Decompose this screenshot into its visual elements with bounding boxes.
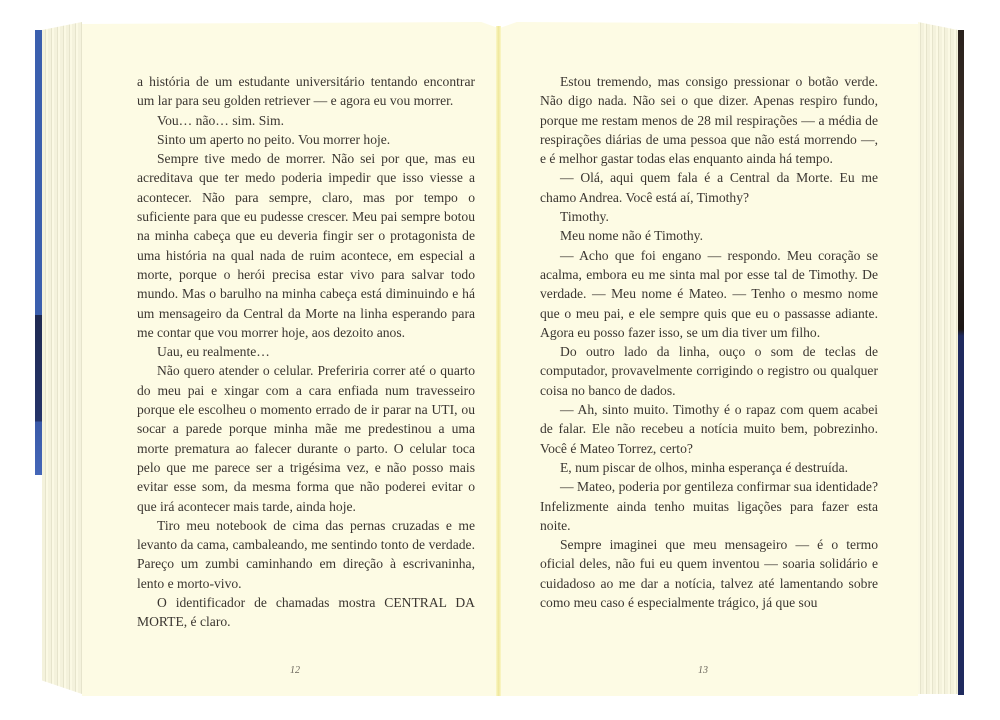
paragraph: Não quero atender o celular. Preferiria correr até o quarto do meu pai e xingar com a cara enfiada num travesseiro porque ele escolheu o momento errado de ir parar na UTI, ou socar a parede porque minha mãe me predestinou a uma morte prematura ao falecer durante o parto. O celular toca pelo que me parece ser a trigésima vez, e não posso mais evitar esse som, da mesma forma que não poderei evitar o que irá acontecer mais tarde, ainda hoje.: [137, 363, 475, 514]
paragraph: Sempre tive medo de morrer. Não sei por que, mas eu acreditava que ter medo poderia impedir que isso viesse a acontecer. Não para sempre, claro, mas por tempo o suficiente para que eu pudesse crescer. Meu pai sempre botou na minha cabeça que eu deveria fingir ser o protagonista de uma história na qual nada de ruim acontece, em especial a morte, porque o herói precisa estar vivo para salvar todo mundo. Mas o barulho na minha cabeça está diminuindo e há um mensageiro da Central da Morte na linha esperando para me contar que vou morrer hoje, aos dezoito anos.: [137, 151, 475, 340]
paragraph: — Mateo, poderia por gentileza confirmar sua identidade? Infelizmente ainda tenho muitas ligações para fazer esta noite.: [540, 479, 878, 533]
book-cover-left-edge: [35, 30, 42, 475]
paragraph: Do outro lado da linha, ouço o som de teclas de computador, provavelmente corrigindo o registro ou qualquer coisa no banco de dados.: [540, 344, 878, 398]
book-gutter: [496, 26, 501, 696]
right-page-text: [540, 72, 878, 612]
paragraph: Tiro meu notebook de cima das pernas cruzadas e me levanto da cama, cambaleando, me sentindo tonto de verdade. Pareço um zumbi caminhando em direção à escrivaninha, lento e morto-vivo.: [137, 517, 475, 591]
book-cover-right-edge: [958, 30, 964, 695]
page-number-left: 12: [290, 665, 300, 676]
paragraph: Sinto um aperto no peito. Vou morrer hoje.: [157, 131, 391, 147]
paragraph: Uau, eu realmente…: [157, 344, 270, 360]
page-number-right: 13: [698, 665, 708, 676]
page-stack-right: [918, 22, 958, 694]
paragraph: Sempre imaginei que meu mensageiro — é o termo oficial deles, não fui eu quem inventou — soaria solidário e cuidadoso ao me dar a notícia, talvez até lamentando sobre como meu caso é especialmente trágico, já que sou: [540, 537, 878, 611]
paragraph: Meu nome não é Timothy.: [560, 228, 703, 244]
paragraph: O identificador de chamadas mostra CENTRAL DA MORTE, é claro.: [137, 595, 475, 630]
paragraph: Timothy.: [560, 209, 609, 225]
paragraph: — Ah, sinto muito. Timothy é o rapaz com quem acabei de falar. Ele não recebeu a notícia muito bem, pobrezinho. Você é Mateo Torrez, certo?: [540, 402, 878, 456]
paragraph: E, num piscar de olhos, minha esperança é destruída.: [560, 459, 849, 475]
paragraph: — Acho que foi engano — respondo. Meu coração se acalma, embora eu me sinta mal por esse tal de Timothy. De verdade. — Meu nome é Mateo. — Tenho o mesmo nome que o meu pai, e ele sempre quis que eu o passasse adiante. Agora eu posso fazer isso, se um dia tiver um filho.: [540, 247, 878, 340]
paragraph: Estou tremendo, mas consigo pressionar o botão verde. Não digo nada. Não sei o que dizer. Apenas respiro fundo, porque me restam menos de 28 mil respirações — a média de respirações diárias de uma pessoa que não está morrendo —, e é melhor gastar todas elas enquanto ainda há tempo.: [540, 74, 878, 167]
paragraph: a história de um estudante universitário tentando encontrar um lar para seu golden retriever — e agora eu vou morrer.: [137, 74, 475, 109]
left-page-text: [137, 72, 475, 632]
page-stack-left: [42, 22, 82, 694]
paragraph: — Olá, aqui quem fala é a Central da Morte. Eu me chamo Andrea. Você está aí, Timothy?: [540, 170, 878, 205]
paragraph: Vou… não… sim. Sim.: [157, 112, 285, 128]
